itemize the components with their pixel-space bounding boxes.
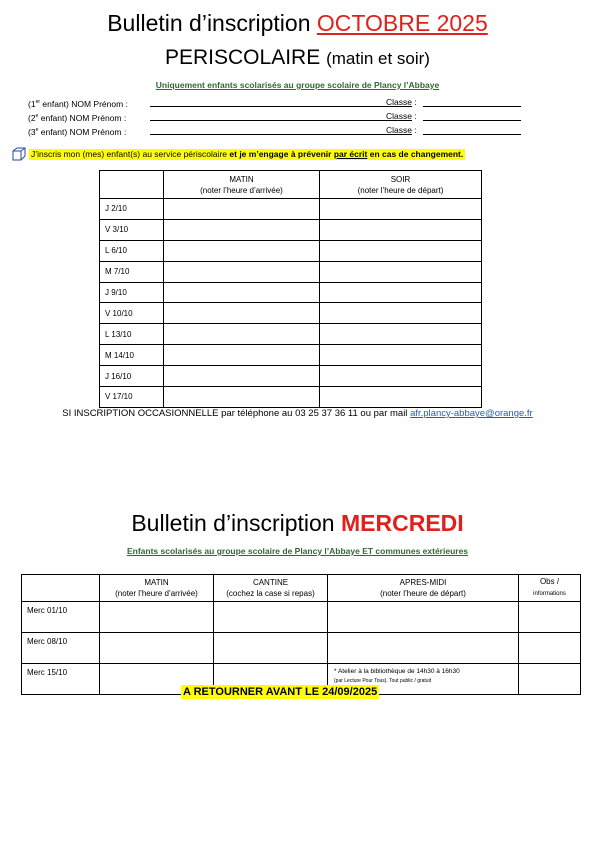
day-cell: L 13/10 — [100, 324, 164, 345]
occasional-note: SI INSCRIPTION OCCASIONNELLE par téléphone au 03 25 37 36 11 ou par mail afr.plancy-abbaye@orange.fr — [62, 408, 533, 419]
day-cell: M 7/10 — [100, 261, 164, 282]
subtitle-text: PERISCOLAIRE — [165, 46, 321, 69]
table-row — [100, 303, 482, 324]
day-cell: V 17/10 — [100, 387, 164, 408]
checkbox-cube-icon[interactable] — [12, 147, 26, 161]
soir-cell[interactable] — [320, 219, 482, 240]
soir-header: SOIR (noter l’heure de départ) — [320, 171, 482, 199]
eligibility-note: Uniquement enfants scolarisés au groupe scolaire de Plancy l’Abbaye — [155, 80, 440, 90]
name-field[interactable] — [150, 106, 412, 107]
classe-label: Classe : — [386, 111, 417, 121]
day-cell: J 9/10 — [100, 282, 164, 303]
matin-cell[interactable] — [164, 199, 320, 220]
table-row — [100, 261, 482, 282]
table-row — [100, 324, 482, 345]
return-deadline: A RETOURNER AVANT LE 24/09/2025 — [183, 686, 378, 698]
day-cell: Merc 01/10 — [22, 602, 100, 633]
soir-cell[interactable] — [320, 387, 482, 408]
table-row — [100, 282, 482, 303]
matin-cell[interactable] — [100, 633, 214, 664]
soir-cell[interactable] — [320, 324, 482, 345]
page-title — [0, 8, 595, 38]
soir-cell[interactable] — [320, 261, 482, 282]
cantine-header: CANTINE (cochez la case si repas) — [214, 575, 328, 602]
table-row — [100, 345, 482, 366]
apres-midi-cell[interactable] — [328, 602, 519, 633]
page-subtitle — [0, 44, 595, 73]
table-header-row — [100, 171, 482, 199]
child-label: (3e enfant) NOM Prénom : — [28, 126, 127, 137]
classe-label: Classe : — [386, 97, 417, 107]
day-cell: M 14/10 — [100, 345, 164, 366]
soir-cell[interactable] — [320, 345, 482, 366]
atelier-detail: (par Lecture Pour Tous). Tout public / gratuit — [334, 678, 432, 684]
day-cell: V 10/10 — [100, 303, 164, 324]
table-row — [100, 219, 482, 240]
child-row-3[interactable] — [28, 124, 528, 136]
matin-cell[interactable] — [164, 219, 320, 240]
classe-label: Classe : — [386, 125, 417, 135]
obs-cell[interactable] — [519, 602, 581, 633]
mercredi-table — [21, 574, 581, 695]
mercredi-title: Bulletin d’inscription MERCREDI — [131, 510, 464, 536]
classe-field[interactable] — [423, 120, 521, 121]
day-cell: V 3/10 — [100, 219, 164, 240]
apres-midi-cell[interactable] — [328, 633, 519, 664]
table-row — [100, 387, 482, 408]
table-row — [22, 602, 581, 633]
mercredi-eligibility: Enfants scolarisés au groupe scolaire de Plancy l’Abbaye ET communes extérieures — [126, 546, 469, 556]
cantine-cell[interactable] — [214, 602, 328, 633]
day-header — [22, 575, 100, 602]
day-cell: J 16/10 — [100, 366, 164, 387]
soir-cell[interactable] — [320, 282, 482, 303]
name-field[interactable] — [150, 134, 412, 135]
cantine-cell[interactable] — [214, 633, 328, 664]
soir-cell[interactable] — [320, 366, 482, 387]
classe-field[interactable] — [423, 106, 521, 107]
day-cell: L 6/10 — [100, 240, 164, 261]
table-row — [100, 199, 482, 220]
day-cell: Merc 08/10 — [22, 633, 100, 664]
soir-cell[interactable] — [320, 303, 482, 324]
title-month: OCTOBRE 2025 — [316, 10, 488, 36]
matin-cell[interactable] — [164, 366, 320, 387]
matin-cell[interactable] — [164, 240, 320, 261]
obs-header: Obs / informations — [519, 575, 581, 602]
name-field[interactable] — [150, 120, 412, 121]
table-header-row — [22, 575, 581, 602]
soir-cell[interactable] — [320, 240, 482, 261]
atelier-note: * Atelier à la bibliothèque de 14h30 à 16h30 — [334, 668, 460, 675]
table-row — [22, 633, 581, 664]
subtitle-note: (matin et soir) — [326, 49, 430, 68]
day-header — [100, 171, 164, 199]
child-row-2[interactable] — [28, 110, 528, 122]
day-cell: J 2/10 — [100, 199, 164, 220]
child-label: (2e enfant) NOM Prénom : — [28, 112, 127, 123]
matin-cell[interactable] — [164, 345, 320, 366]
matin-header: MATIN (noter l’heure d’arrivée) — [164, 171, 320, 199]
matin-cell[interactable] — [164, 387, 320, 408]
apres-midi-header: APRES-MIDI (noter l’heure de départ) — [328, 575, 519, 602]
child-row-1[interactable] — [28, 96, 528, 108]
matin-cell[interactable] — [100, 602, 214, 633]
matin-cell[interactable] — [164, 303, 320, 324]
engagement-statement: J’inscris mon (mes) enfant(s) au service périscolaire et je m’engage à prévenir par écrit en cas de changement. — [31, 149, 464, 159]
matin-cell[interactable] — [164, 261, 320, 282]
obs-cell[interactable] — [519, 664, 581, 695]
table-row — [100, 366, 482, 387]
matin-cell[interactable] — [164, 324, 320, 345]
matin-header: MATIN (noter l’heure d’arrivée) — [100, 575, 214, 602]
matin-cell[interactable] — [164, 282, 320, 303]
day-cell: Merc 15/10 — [22, 664, 100, 695]
title-text: Bulletin d’inscription — [107, 10, 311, 36]
periscolaire-table — [99, 170, 482, 408]
table-row — [100, 240, 482, 261]
email-link[interactable]: afr.plancy-abbaye@orange.fr — [410, 408, 533, 419]
obs-cell[interactable] — [519, 633, 581, 664]
child-label: (1er enfant) NOM Prénom : — [28, 98, 128, 109]
soir-cell[interactable] — [320, 199, 482, 220]
classe-field[interactable] — [423, 134, 521, 135]
